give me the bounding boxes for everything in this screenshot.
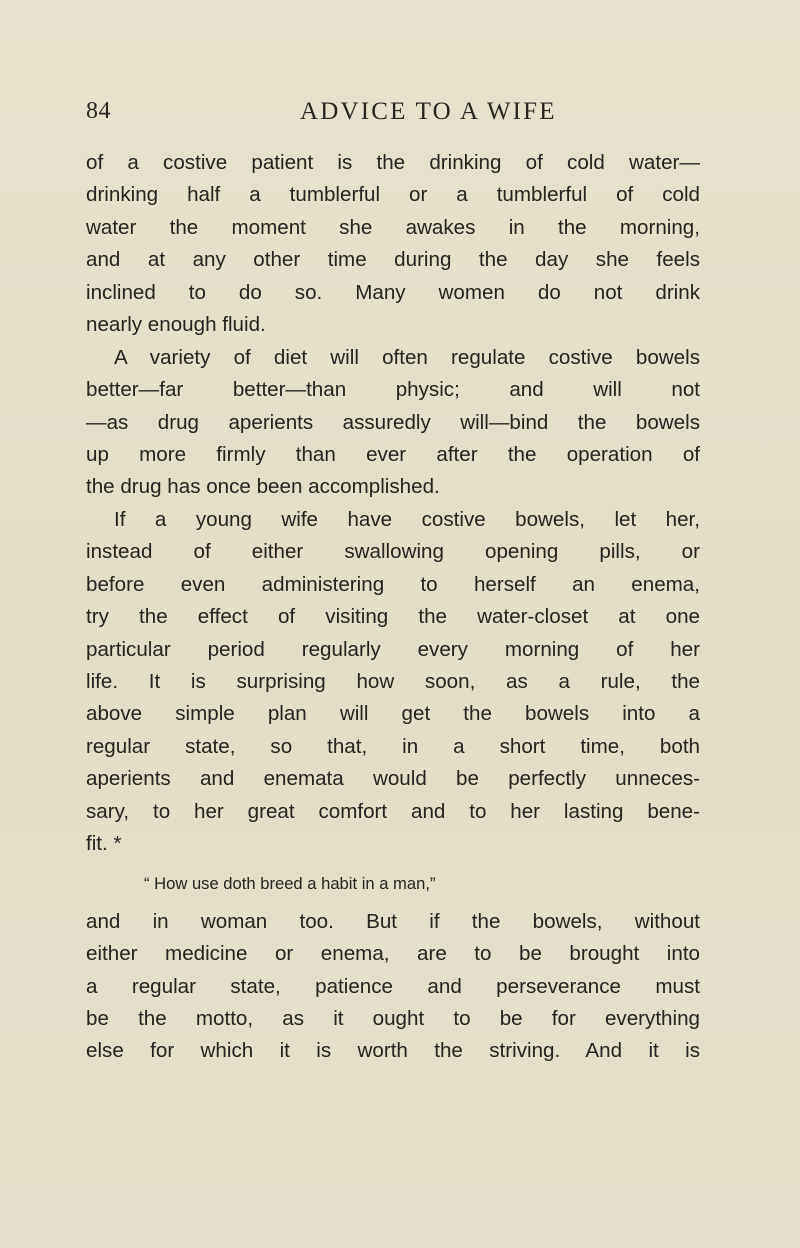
text-line: aperients and enemata would be perfectly unneces-: [86, 767, 700, 791]
text-line: better—far better—than physic; and will not: [86, 378, 700, 402]
text-line: If a young wife have costive bowels, let her,: [114, 507, 700, 531]
text-line: sary, to her great comfort and to her lasting bene-: [86, 799, 700, 823]
page-number: 84: [86, 98, 111, 124]
text-line: A variety of diet will often regulate costive bowels: [114, 345, 700, 369]
text-line: and at any other time during the day she feels: [86, 248, 700, 272]
text-line: of a costive patient is the drinking of cold water—: [86, 151, 700, 174]
text-line: particular period regularly every morning of her: [86, 637, 700, 661]
text-line: water the moment she awakes in the morning,: [86, 215, 700, 239]
paragraph-2: [86, 342, 700, 504]
text-line: up more firmly than ever after the operation of: [86, 442, 700, 466]
paragraph-3: [86, 504, 700, 861]
text-line: fit. *: [86, 832, 122, 856]
text-line: —as drug aperients assuredly will—bind the bowels: [86, 410, 700, 434]
text-line: else for which it is worth the striving. And it is: [86, 1039, 700, 1063]
text-line: life. It is surprising how soon, as a rule, the: [86, 670, 700, 693]
text-line: be the motto, as it ought to be for everything: [86, 1006, 700, 1030]
text-line: either medicine or enema, are to be brought into: [86, 942, 700, 966]
text-line: drinking half a tumblerful or a tumblerful of cold: [86, 183, 700, 207]
text-line: instead of either swallowing opening pills, or: [86, 540, 700, 564]
block-quote: “ How use doth breed a habit in a man,”: [144, 873, 436, 893]
text-line: inclined to do so. Many women do not drink: [86, 280, 700, 304]
paragraph-4: [86, 906, 700, 1068]
text-line: regular state, so that, in a short time, both: [86, 734, 700, 758]
running-title: ADVICE TO A WIFE: [300, 98, 557, 125]
text-line: nearly enough fluid.: [86, 313, 266, 337]
text-line: and in woman too. But if the bowels, without: [86, 909, 700, 933]
text-line: before even administering to herself an enema,: [86, 572, 700, 596]
text-line: the drug has once been accomplished.: [86, 475, 440, 499]
text-line: try the effect of visiting the water-closet at one: [86, 605, 700, 629]
page-header: [0, 98, 800, 138]
paragraph-1: [86, 147, 700, 342]
text-line: above simple plan will get the bowels into a: [86, 702, 700, 726]
text-line: a regular state, patience and perseverance must: [86, 974, 700, 998]
body-text: [86, 147, 700, 1068]
